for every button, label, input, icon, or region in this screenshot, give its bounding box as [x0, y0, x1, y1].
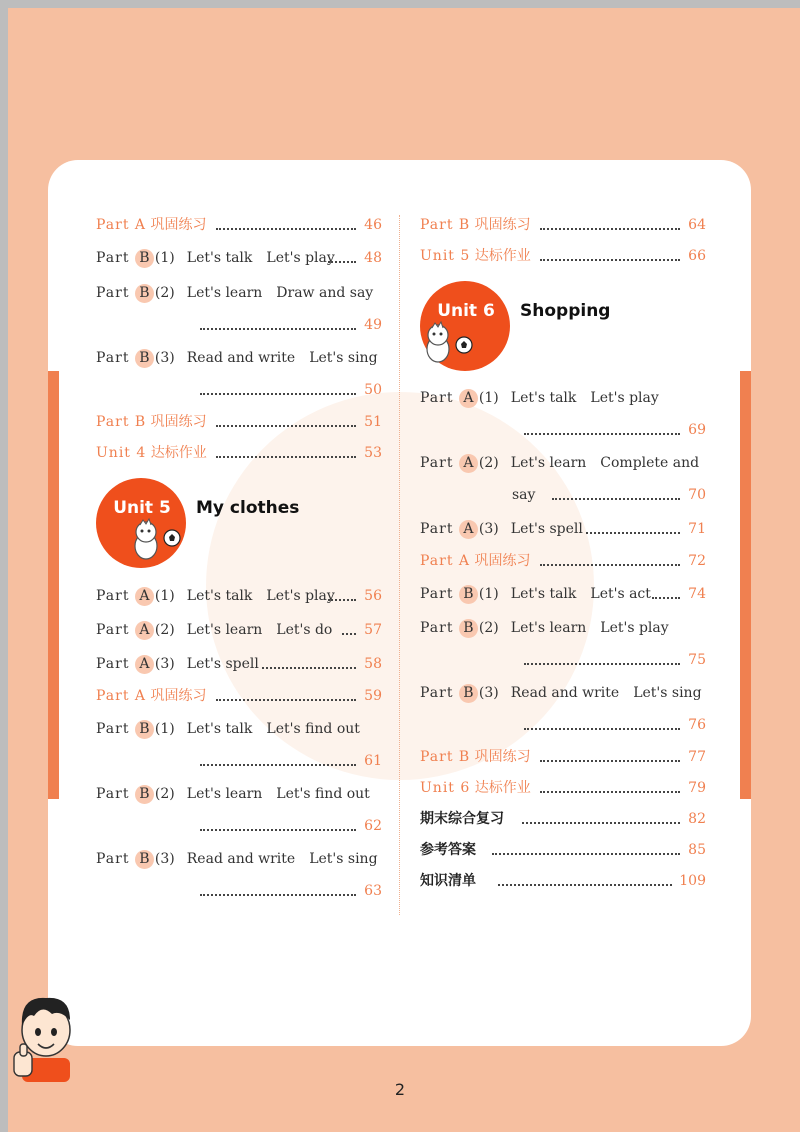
leader-dots — [216, 699, 356, 701]
entry-item: Let's spell — [186, 656, 259, 672]
part-badge: A — [459, 389, 478, 408]
leader-dots — [216, 456, 356, 458]
entry-cn: 巩固练习 — [150, 414, 207, 430]
toc-entry[interactable] — [96, 410, 382, 434]
leader-dots — [540, 760, 680, 762]
leader-dots — [552, 498, 680, 500]
entry-page: 62 — [364, 818, 382, 834]
entry-page: 58 — [364, 656, 382, 672]
entry-page: 61 — [364, 753, 382, 769]
entry-item: Let's talk — [186, 250, 253, 266]
toc-entry[interactable] — [420, 616, 706, 672]
entry-part: Part — [96, 622, 130, 638]
toc-entry[interactable] — [96, 684, 382, 708]
entry-page: 48 — [364, 250, 382, 266]
entry-part: Part — [96, 851, 130, 867]
entry-item: Let's spell — [510, 521, 583, 537]
toc-entry[interactable] — [96, 246, 382, 270]
entry-item: Let's do — [276, 622, 333, 638]
right-side-bar — [740, 371, 751, 799]
toc-entry[interactable] — [420, 776, 706, 800]
leader-dots — [262, 667, 356, 669]
leader-dots — [216, 425, 356, 427]
leader-dots — [522, 822, 680, 824]
entry-num: (3) — [154, 350, 175, 366]
entry-item: Let's talk — [186, 721, 253, 737]
entry-part: Part — [420, 455, 454, 471]
entry-page: 71 — [688, 521, 706, 537]
mascot-icon — [132, 516, 184, 564]
entry-page: 51 — [364, 414, 382, 430]
toc-entry[interactable] — [420, 244, 706, 268]
entry-page: 74 — [688, 586, 706, 602]
entry-item: Let's find out — [276, 786, 370, 802]
toc-entry[interactable] — [96, 584, 382, 608]
leader-dots — [586, 532, 680, 534]
toc-entry[interactable] — [420, 869, 706, 893]
toc-entry[interactable] — [420, 213, 706, 237]
entry-page: 75 — [688, 652, 706, 668]
toc-entry[interactable] — [420, 807, 706, 831]
entry-item: Let's find out — [266, 721, 360, 737]
toc-entry[interactable] — [420, 549, 706, 573]
entry-item-continued: say — [512, 487, 536, 503]
entry-part: Part — [420, 685, 454, 701]
column-divider — [399, 215, 400, 915]
entry-cn: 巩固练习 — [150, 688, 207, 704]
leader-dots — [200, 894, 356, 896]
entry-page: 79 — [688, 780, 706, 796]
entry-page: 49 — [364, 317, 382, 333]
entry-num: (2) — [478, 455, 499, 471]
entry-part: Unit 4 — [96, 445, 147, 461]
part-badge: A — [135, 621, 154, 640]
entry-item: Let's learn — [186, 786, 263, 802]
entry-part: Part — [96, 350, 130, 366]
entry-page: 76 — [688, 717, 706, 733]
entry-item: Read and write — [510, 685, 620, 701]
leader-dots — [524, 433, 680, 435]
entry-cn: 达标作业 — [474, 248, 531, 264]
frame-left-edge — [0, 0, 8, 1132]
entry-part: Unit 6 — [420, 780, 471, 796]
entry-part: Part B — [96, 414, 147, 430]
part-badge: A — [135, 587, 154, 606]
entry-cn: 达标作业 — [150, 445, 207, 461]
entry-page: 77 — [688, 749, 706, 765]
entry-num: (1) — [154, 250, 175, 266]
entry-num: (3) — [478, 521, 499, 537]
entry-page: 109 — [679, 873, 706, 889]
leader-dots — [524, 728, 680, 730]
entry-num: (1) — [478, 390, 499, 406]
part-badge: B — [135, 284, 154, 303]
toc-entry[interactable] — [420, 517, 706, 541]
entry-num: (1) — [478, 586, 499, 602]
leader-dots — [540, 228, 680, 230]
toc-entry[interactable] — [96, 441, 382, 465]
entry-item: Let's sing — [309, 350, 378, 366]
entry-page: 66 — [688, 248, 706, 264]
toc-entry[interactable] — [96, 717, 382, 773]
toc-entry[interactable] — [420, 681, 706, 737]
entry-part: Part B — [420, 217, 471, 233]
entry-item: Let's play — [600, 620, 669, 636]
entry-num: (2) — [154, 786, 175, 802]
entry-cn: 达标作业 — [474, 780, 531, 796]
entry-cn: 巩固练习 — [474, 749, 531, 765]
entry-cn-title: 期末综合复习 — [420, 811, 504, 827]
leader-dots — [216, 228, 356, 230]
entry-part: Part — [420, 390, 454, 406]
leader-dots — [492, 853, 680, 855]
leader-dots — [200, 764, 356, 766]
leader-dots — [540, 564, 680, 566]
entry-item: Let's learn — [186, 622, 263, 638]
entry-cn-title: 知识清单 — [420, 873, 476, 889]
toc-entry[interactable] — [420, 838, 706, 862]
entry-cn: 巩固练习 — [474, 217, 531, 233]
part-badge: B — [135, 720, 154, 739]
page-number: 2 — [394, 1080, 406, 1099]
leader-dots — [200, 829, 356, 831]
leader-dots — [540, 259, 680, 261]
entry-item: Let's learn — [186, 285, 263, 301]
entry-item: Read and write — [186, 350, 296, 366]
leader-dots — [328, 599, 356, 601]
leader-dots — [342, 633, 356, 635]
entry-part: Part B — [420, 749, 471, 765]
entry-item: Let's play — [266, 250, 335, 266]
entry-part: Part A — [96, 217, 147, 233]
toc-entry[interactable] — [96, 652, 382, 676]
leader-dots — [498, 884, 672, 886]
entry-num: (2) — [154, 285, 175, 301]
entry-part: Part — [96, 656, 130, 672]
entry-item: Let's play — [590, 390, 659, 406]
leader-dots — [200, 393, 356, 395]
entry-part: Part A — [420, 553, 471, 569]
leader-dots — [524, 663, 680, 665]
toc-entry[interactable] — [96, 618, 382, 642]
entry-part: Part — [96, 588, 130, 604]
unit-6-header[interactable] — [420, 281, 706, 371]
entry-item: Let's sing — [309, 851, 378, 867]
entry-num: (3) — [478, 685, 499, 701]
left-side-bar — [48, 371, 59, 799]
entry-part: Part A — [96, 688, 147, 704]
entry-part: Part — [420, 521, 454, 537]
toc-entry[interactable] — [96, 281, 382, 337]
entry-part: Part — [420, 620, 454, 636]
entry-item: Let's play — [266, 588, 335, 604]
part-badge: A — [135, 655, 154, 674]
leader-dots — [328, 261, 356, 263]
leader-dots — [200, 328, 356, 330]
entry-page: 57 — [364, 622, 382, 638]
part-badge: B — [459, 684, 478, 703]
part-badge: A — [459, 520, 478, 539]
mascot-icon — [424, 319, 476, 367]
toc-entry[interactable] — [420, 745, 706, 769]
unit-label: Unit 5 — [113, 498, 171, 518]
entry-page: 46 — [364, 217, 382, 233]
part-badge: B — [459, 585, 478, 604]
part-badge: B — [135, 349, 154, 368]
entry-part: Part — [96, 285, 130, 301]
toc-entry[interactable] — [96, 346, 382, 402]
entry-page: 56 — [364, 588, 382, 604]
toc-entry[interactable] — [96, 213, 382, 237]
entry-page: 72 — [688, 553, 706, 569]
entry-item: Read and write — [186, 851, 296, 867]
entry-part: Part — [96, 721, 130, 737]
entry-num: (1) — [154, 721, 175, 737]
entry-page: 70 — [688, 487, 706, 503]
part-badge: B — [135, 850, 154, 869]
entry-page: 69 — [688, 422, 706, 438]
entry-item: Let's learn — [510, 455, 587, 471]
entry-num: (3) — [154, 656, 175, 672]
part-badge: B — [459, 619, 478, 638]
entry-item: Let's sing — [633, 685, 702, 701]
entry-item: Let's learn — [510, 620, 587, 636]
cartoon-boy-icon — [12, 990, 80, 1082]
leader-dots — [540, 791, 680, 793]
entry-item: Let's talk — [510, 586, 577, 602]
toc-entry[interactable] — [96, 782, 382, 838]
entry-page: 63 — [364, 883, 382, 899]
toc-entry[interactable] — [420, 582, 706, 606]
entry-item: Let's talk — [510, 390, 577, 406]
entry-part: Part — [420, 586, 454, 602]
entry-page: 64 — [688, 217, 706, 233]
entry-cn: 巩固练习 — [150, 217, 207, 233]
unit-label: Unit 6 — [437, 301, 495, 321]
unit-5-header[interactable] — [96, 478, 382, 568]
entry-page: 85 — [688, 842, 706, 858]
unit-title: My clothes — [196, 498, 300, 518]
entry-item: Draw and say — [276, 285, 374, 301]
entry-part: Part — [96, 786, 130, 802]
part-badge: A — [459, 454, 478, 473]
toc-entry[interactable] — [420, 451, 706, 507]
entry-page: 82 — [688, 811, 706, 827]
entry-num: (2) — [478, 620, 499, 636]
leader-dots — [652, 597, 680, 599]
entry-part: Part — [96, 250, 130, 266]
entry-page: 59 — [364, 688, 382, 704]
frame-top-edge — [0, 0, 800, 8]
entry-num: (1) — [154, 588, 175, 604]
entry-page: 50 — [364, 382, 382, 398]
entry-item: Complete and — [600, 455, 700, 471]
entry-item: Let's talk — [186, 588, 253, 604]
toc-entry[interactable] — [420, 386, 706, 442]
entry-num: (3) — [154, 851, 175, 867]
entry-num: (2) — [154, 622, 175, 638]
entry-cn: 巩固练习 — [474, 553, 531, 569]
entry-page: 53 — [364, 445, 382, 461]
part-badge: B — [135, 249, 154, 268]
entry-cn-title: 参考答案 — [420, 842, 476, 858]
entry-part: Unit 5 — [420, 248, 471, 264]
unit-title: Shopping — [520, 301, 611, 321]
entry-item: Let's act — [590, 586, 651, 602]
part-badge: B — [135, 785, 154, 804]
toc-entry[interactable] — [96, 847, 382, 903]
